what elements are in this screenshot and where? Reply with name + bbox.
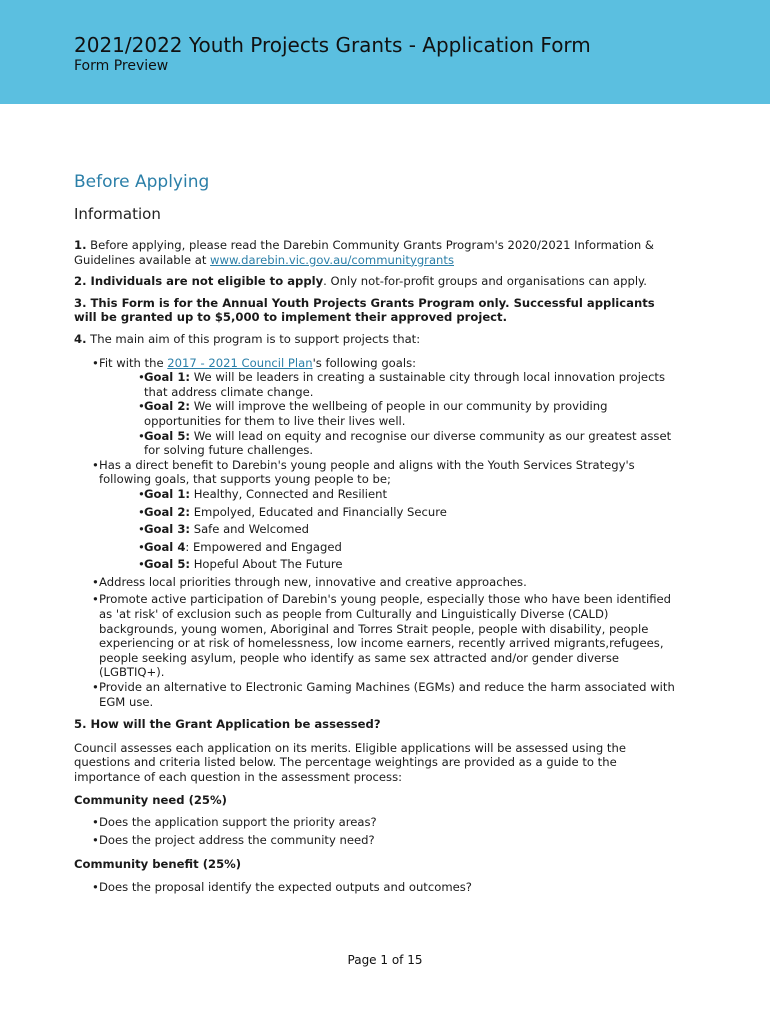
list-item: • Goal 2: We will improve the wellbeing of people in our community by providing opportunities for them to live their lives well. [74, 399, 680, 428]
list-item: • Fit with the 2017 - 2021 Council Plan's following goals: [74, 356, 680, 371]
paragraph-5-text: Council assesses each application on its merits. Eligible applications will be assessed using the questions and criteria listed below. The percentage weightings are provided as a guide to the importance of each question in the assessment process: [74, 740, 626, 784]
council-plan-link[interactable]: 2017 - 2021 Council Plan [167, 355, 313, 370]
paragraph-3: 3. This Form is for the Annual Youth Projects Grants Program only. Successful applicants will be granted up to $5,000 to implement their approved project. [74, 295, 655, 325]
section-subtitle: Information [74, 205, 161, 223]
paragraph-4: 4. The main aim of this program is to support projects that: [74, 331, 421, 346]
list-item: • Does the proposal identify the expected outputs and outcomes? [74, 880, 680, 895]
list-item: • Goal 3: Safe and Welcomed [74, 522, 680, 537]
page-number: Page 1 of 15 [347, 953, 423, 967]
form-content [74, 171, 680, 898]
criterion-questions [74, 815, 680, 847]
list-item: • Goal 2: Empolyed, Educated and Financially Secure [74, 505, 680, 520]
list-item: • Address local priorities through new, innovative and creative approaches. [74, 575, 680, 590]
form-title: 2021/2022 Youth Projects Grants - Application Form [74, 33, 591, 57]
section-title: Before Applying [74, 172, 210, 192]
form-subtitle: Form Preview [74, 58, 169, 74]
list-item: • Goal 4: Empowered and Engaged [74, 540, 680, 555]
list-item: • Provide an alternative to Electronic Gaming Machines (EGMs) and reduce the harm associated with EGM use. [74, 680, 680, 709]
paragraph-5-heading: 5. How will the Grant Application be assessed? [74, 717, 381, 732]
list-item: • Does the application support the priority areas? [74, 815, 680, 830]
criterion-title: Community need (25%) [74, 792, 227, 807]
list-item: • Goal 5: Hopeful About The Future [74, 557, 680, 572]
list-item: • Goal 1: We will be leaders in creating a sustainable city through local innovation projects that address climate change. [74, 370, 680, 399]
criterion-title: Community benefit (25%) [74, 857, 242, 872]
aims-list [74, 356, 680, 710]
list-item: • Does the project address the community need? [74, 833, 680, 848]
paragraph-1: 1. Before applying, please read the Darebin Community Grants Program's 2020/2021 Information & Guidelines available at www.darebin.vic.gov.au/communitygrants [74, 238, 654, 267]
guidelines-link[interactable]: www.darebin.vic.gov.au/communitygrants [210, 252, 454, 267]
list-item: • Promote active participation of Darebin's young people, especially those who have been identified as 'at risk' of exclusion such as people from Culturally and Linguistically Diverse (CALD) backgrounds, young women, Aboriginal and Torres Strait people, people with disability, people experiencing or at risk of homelessness, low income earners, recently arrived migrants,refugees, people seeking asylum, people who identify as same sex attracted and/or gender diverse (LGBTIQ+). [74, 592, 680, 680]
list-item: • Has a direct benefit to Darebin's young people and aligns with the Youth Services Strategy's following goals, that supports young people to be; [74, 458, 680, 487]
paragraph-2: 2. Individuals are not eligible to apply. Only not-for-profit groups and organisations can apply. [74, 274, 647, 289]
list-item: • Goal 5: We will lead on equity and recognise our diverse community as our greatest asset for solving future challenges. [74, 429, 680, 458]
form-header [0, 0, 770, 104]
list-item: • Goal 1: Healthy, Connected and Resilient [74, 487, 680, 502]
criterion-questions [74, 880, 680, 895]
